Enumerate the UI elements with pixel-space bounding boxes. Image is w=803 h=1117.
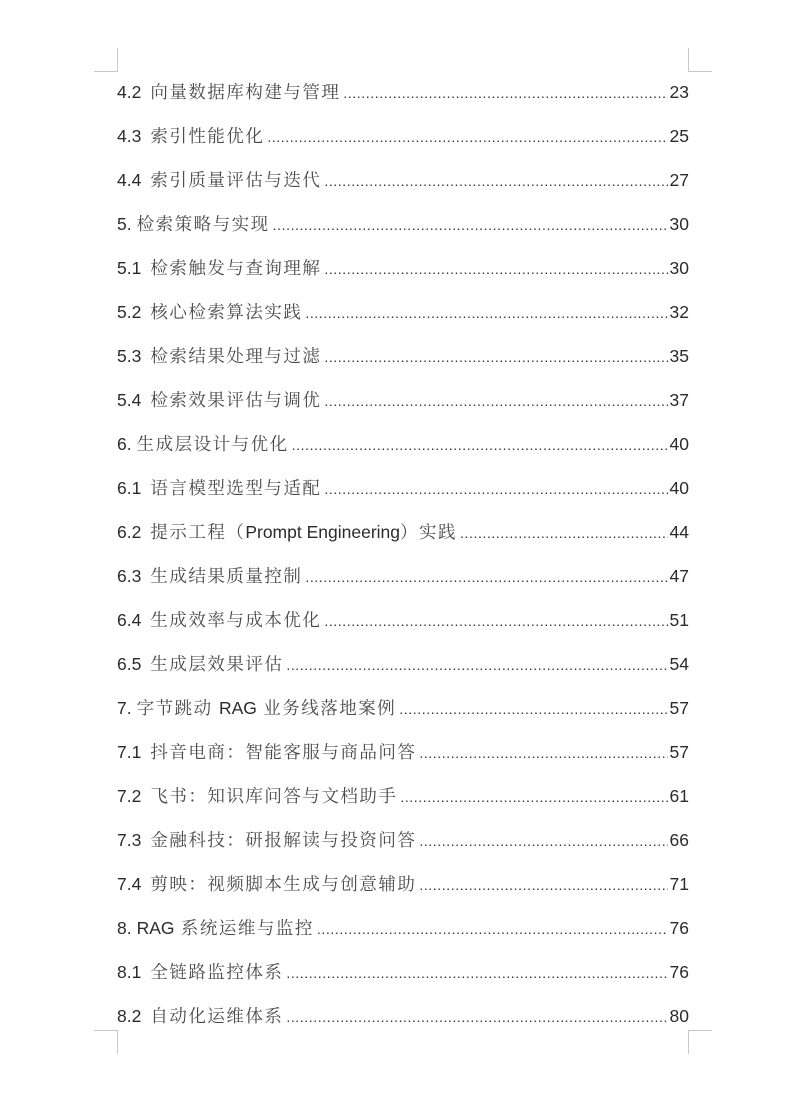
toc-entry-number: 7. [117,698,132,718]
toc-entry-title: 生成层效果评估 [150,654,284,674]
toc-entry-title: 飞书：知识库问答与文档助手 [150,786,398,806]
page-corner-mark-top-left [94,48,118,72]
toc-entry-page-number: 76 [669,918,689,938]
toc-entry-page-number: 30 [669,214,689,234]
toc-dot-leader [305,564,668,590]
toc-entry-number: 7.4 [117,874,142,894]
toc-entry-title: 索引质量评估与迭代 [150,170,322,190]
page-corner-mark-bottom-left [94,1030,118,1054]
toc-entry[interactable] [117,783,689,827]
toc-entry-title: 生成结果质量控制 [150,566,303,586]
toc-entry-number: 7.3 [117,830,142,850]
toc-dot-leader [324,256,668,282]
toc-dot-leader [324,388,668,414]
toc-entry-page-number: 27 [669,170,689,190]
toc-entry[interactable] [117,695,689,739]
toc-entry[interactable] [117,343,689,387]
toc-entry-title: 生成效率与成本优化 [150,610,322,630]
toc-entry[interactable] [117,563,689,607]
toc-entry-number: 5.4 [117,390,142,410]
toc-entry-title: 检索结果处理与过滤 [150,346,322,366]
toc-entry-number: 6.3 [117,566,142,586]
toc-entry-number: 5. [117,214,132,234]
toc-entry-title: 检索触发与查询理解 [150,258,322,278]
toc-entry[interactable] [117,299,689,343]
toc-entry[interactable] [117,519,689,563]
toc-entry[interactable] [117,959,689,1003]
toc-entry-page-number: 51 [669,610,689,630]
toc-dot-leader [419,740,668,766]
toc-entry-page-number: 71 [669,874,689,894]
toc-dot-leader [343,80,668,106]
toc-entry-page-number: 23 [669,82,689,102]
toc-entry-number: 6.2 [117,522,142,542]
toc-entry[interactable] [117,211,689,255]
toc-entry[interactable] [117,431,689,475]
toc-entry-title: 语言模型选型与适配 [150,478,322,498]
toc-entry-title: 生成层设计与优化 [136,434,289,454]
page-corner-mark-top-right [688,48,712,72]
toc-entry-number: 7.1 [117,742,142,762]
toc-entry-title: 检索效果评估与调优 [150,390,322,410]
toc-dot-leader [400,784,668,810]
toc-entry-page-number: 54 [669,654,689,674]
toc-entry[interactable] [117,387,689,431]
toc-dot-leader [324,168,668,194]
toc-entry-title: 剪映：视频脚本生成与创意辅助 [150,874,417,894]
toc-entry-page-number: 66 [669,830,689,850]
toc-entry[interactable] [117,167,689,211]
toc-entry-number: 8.1 [117,962,142,982]
toc-entry-page-number: 76 [669,962,689,982]
toc-entry-page-number: 37 [669,390,689,410]
toc-entry-number: 8. [117,918,132,938]
toc-dot-leader [324,476,668,502]
toc-dot-leader [286,960,668,986]
toc-entry-number: 5.3 [117,346,142,366]
toc-dot-leader [292,432,668,458]
toc-entry-number: 4.4 [117,170,142,190]
toc-entry-number: 6.5 [117,654,142,674]
toc-entry-page-number: 44 [669,522,689,542]
toc-entry[interactable] [117,827,689,871]
toc-dot-leader [305,300,668,326]
toc-entry-page-number: 57 [669,698,689,718]
toc-entry-number: 5.2 [117,302,142,322]
toc-dot-leader [324,608,668,634]
toc-entry-title: 检索策略与实现 [136,214,270,234]
toc-entry[interactable] [117,607,689,651]
toc-entry-title: 自动化运维体系 [150,1006,284,1026]
toc-entry-title: 提示工程（Prompt Engineering）实践 [150,522,457,542]
toc-entry-number: 6.4 [117,610,142,630]
toc-entry[interactable] [117,79,689,123]
toc-entry-number: 4.2 [117,82,142,102]
toc-entry[interactable] [117,475,689,519]
toc-entry-title: 金融科技：研报解读与投资问答 [150,830,417,850]
toc-entry-number: 6. [117,434,132,454]
toc-entry-number: 8.2 [117,1006,142,1026]
toc-entry-title: 抖音电商：智能客服与商品问答 [150,742,417,762]
toc-entry-page-number: 40 [669,434,689,454]
toc-entry[interactable] [117,651,689,695]
toc-entry-page-number: 40 [669,478,689,498]
toc-entry-page-number: 25 [669,126,689,146]
toc-entry-page-number: 32 [669,302,689,322]
toc-entry-title: 字节跳动 RAG 业务线落地案例 [136,698,397,718]
toc-entry-number: 7.2 [117,786,142,806]
toc-dot-leader [273,212,668,238]
toc-dot-leader [419,828,668,854]
toc-dot-leader [460,520,668,546]
toc-entry-page-number: 47 [669,566,689,586]
toc-entry-page-number: 57 [669,742,689,762]
toc-entry-title: 全链路监控体系 [150,962,284,982]
toc-dot-leader [317,916,668,942]
toc-entry-page-number: 30 [669,258,689,278]
page-corner-mark-bottom-right [688,1030,712,1054]
toc-entry-number: 4.3 [117,126,142,146]
toc-entry-page-number: 35 [669,346,689,366]
toc-dot-leader [267,124,668,150]
toc-entry-title: RAG 系统运维与监控 [136,918,314,938]
table-of-contents [117,79,689,1047]
toc-entry-number: 6.1 [117,478,142,498]
toc-dot-leader [419,872,668,898]
toc-entry-page-number: 80 [669,1006,689,1026]
toc-entry[interactable] [117,123,689,167]
toc-dot-leader [286,652,668,678]
toc-entry-title: 索引性能优化 [150,126,265,146]
toc-dot-leader [286,1004,668,1030]
toc-entry[interactable] [117,915,689,959]
toc-entry-number: 5.1 [117,258,142,278]
toc-dot-leader [324,344,668,370]
toc-entry[interactable] [117,739,689,783]
toc-entry-title: 核心检索算法实践 [150,302,303,322]
toc-entry[interactable] [117,255,689,299]
toc-entry-title: 向量数据库构建与管理 [150,82,341,102]
toc-entry-page-number: 61 [669,786,689,806]
toc-dot-leader [399,696,668,722]
toc-entry[interactable] [117,1003,689,1047]
toc-entry[interactable] [117,871,689,915]
